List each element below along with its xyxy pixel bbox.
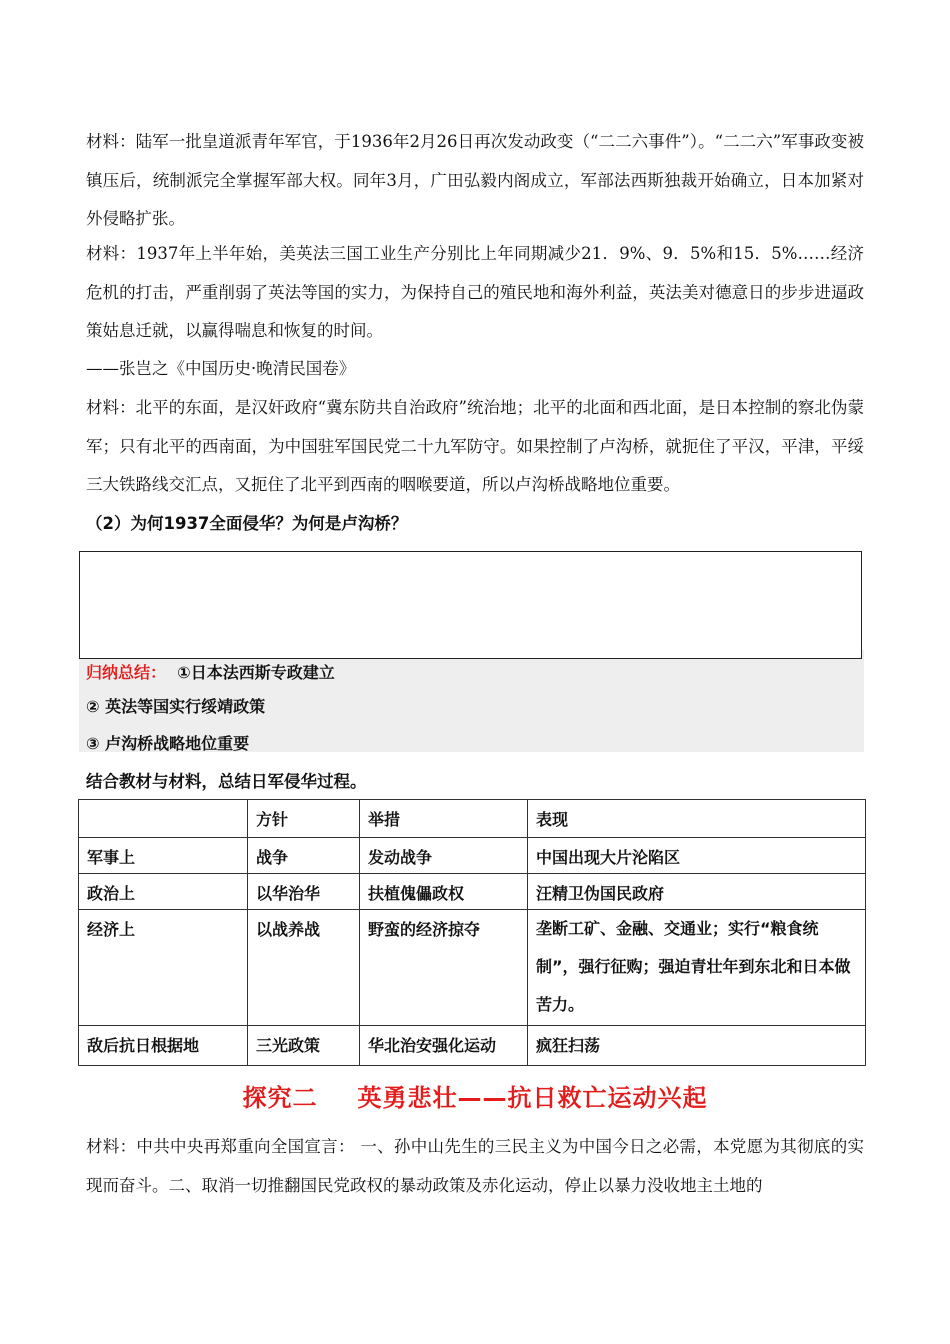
table-cell: 以华治华 — [248, 874, 360, 910]
answer-box[interactable] — [79, 551, 862, 659]
table-cell: 以战养战 — [248, 910, 360, 1026]
summary-label: 归纳总结： — [86, 663, 167, 682]
table-cell: 战争 — [248, 838, 360, 874]
table-row — [79, 910, 866, 1026]
table-cell: 野蛮的经济掠夺 — [360, 910, 528, 1026]
table-header: 方针 — [248, 800, 360, 838]
table-intro: 结合教材与材料，总结日军侵华过程。 — [86, 772, 367, 791]
summary-item-2: ② 英法等国实行绥靖政策 — [86, 697, 266, 716]
summary-line-1 — [86, 660, 335, 683]
table-cell: 三光政策 — [248, 1026, 360, 1066]
material-2-source: ——张岂之《中国历史·晚清民国卷》 — [86, 359, 356, 378]
table-cell: 发动战争 — [360, 838, 528, 874]
table-header: 表现 — [528, 800, 866, 838]
table-cell: 汪精卫伪国民政府 — [528, 874, 866, 910]
table-cell: 敌后抗日根据地 — [79, 1026, 248, 1066]
table-row — [79, 874, 866, 910]
material-4: 材料：中共中央再郑重向全国宣言： 一、孙中山先生的三民主义为中国今日之必需，本党愿为其彻底的实现而奋斗。二、取消一切推翻国民党政权的暴动政策及赤化运动，停止以暴力没收地主土地的 — [86, 1137, 864, 1195]
material-1: 材料：陆军一批皇道派青年军官，于1936年2月26日再次发动政变（“二二六事件”）。“二二六”军事政变被镇压后，统制派完全掌握军部大权。同年3月，广田弘毅内阁成立，军部法西斯独裁开始确立，日本加紧对外侵略扩张。 — [86, 132, 864, 228]
table-cell: 疯狂扫荡 — [528, 1026, 866, 1066]
invasion-table — [78, 799, 866, 1066]
table-cell: 扶植傀儡政权 — [360, 874, 528, 910]
question-2: （2）为何1937全面侵华？为何是卢沟桥？ — [86, 514, 408, 533]
table-cell: 军事上 — [79, 838, 248, 874]
section-2-heading: 英勇悲壮——抗日救亡运动兴起 — [357, 1084, 708, 1112]
summary-item-3: ③ 卢沟桥战略地位重要 — [86, 734, 250, 753]
table-cell: 垄断工矿、金融、交通业；实行“粮食统制”，强行征购；强迫青壮年到东北和日本做苦力。 — [528, 910, 866, 1026]
table-header: 举措 — [360, 800, 528, 838]
summary-item-1: ①日本法西斯专政建立 — [177, 663, 335, 682]
material-3: 材料：北平的东面，是汉奸政府“冀东防共自治政府”统治地；北平的北面和西北面，是日本控制的察北伪蒙军；只有北平的西南面，为中国驻军国民党二十九军防守。如果控制了卢沟桥，就扼住了平汉，平津，平绥三大铁路线交汇点，又扼住了北平到西南的咽喉要道，所以卢沟桥战略地位重要。 — [86, 398, 864, 494]
table-cell: 华北治安强化运动 — [360, 1026, 528, 1066]
table-row — [79, 1026, 866, 1066]
table-cell: 经济上 — [79, 910, 248, 1026]
table-header-row — [79, 800, 866, 838]
table-cell: 政治上 — [79, 874, 248, 910]
section-2-title — [0, 1078, 950, 1113]
table-cell: 中国出现大片沦陷区 — [528, 838, 866, 874]
table-row — [79, 838, 866, 874]
material-2: 材料：1937年上半年始，美英法三国工业生产分别比上年同期减少21．9%、9．5%和15．5%……经济危机的打击，严重削弱了英法等国的实力，为保持自己的殖民地和海外利益，英法美对德意日的步步进逼政策姑息迁就，以赢得喘息和恢复的时间。 — [86, 244, 864, 340]
section-2-label: 探究二 — [242, 1084, 318, 1112]
table-header — [79, 800, 248, 838]
